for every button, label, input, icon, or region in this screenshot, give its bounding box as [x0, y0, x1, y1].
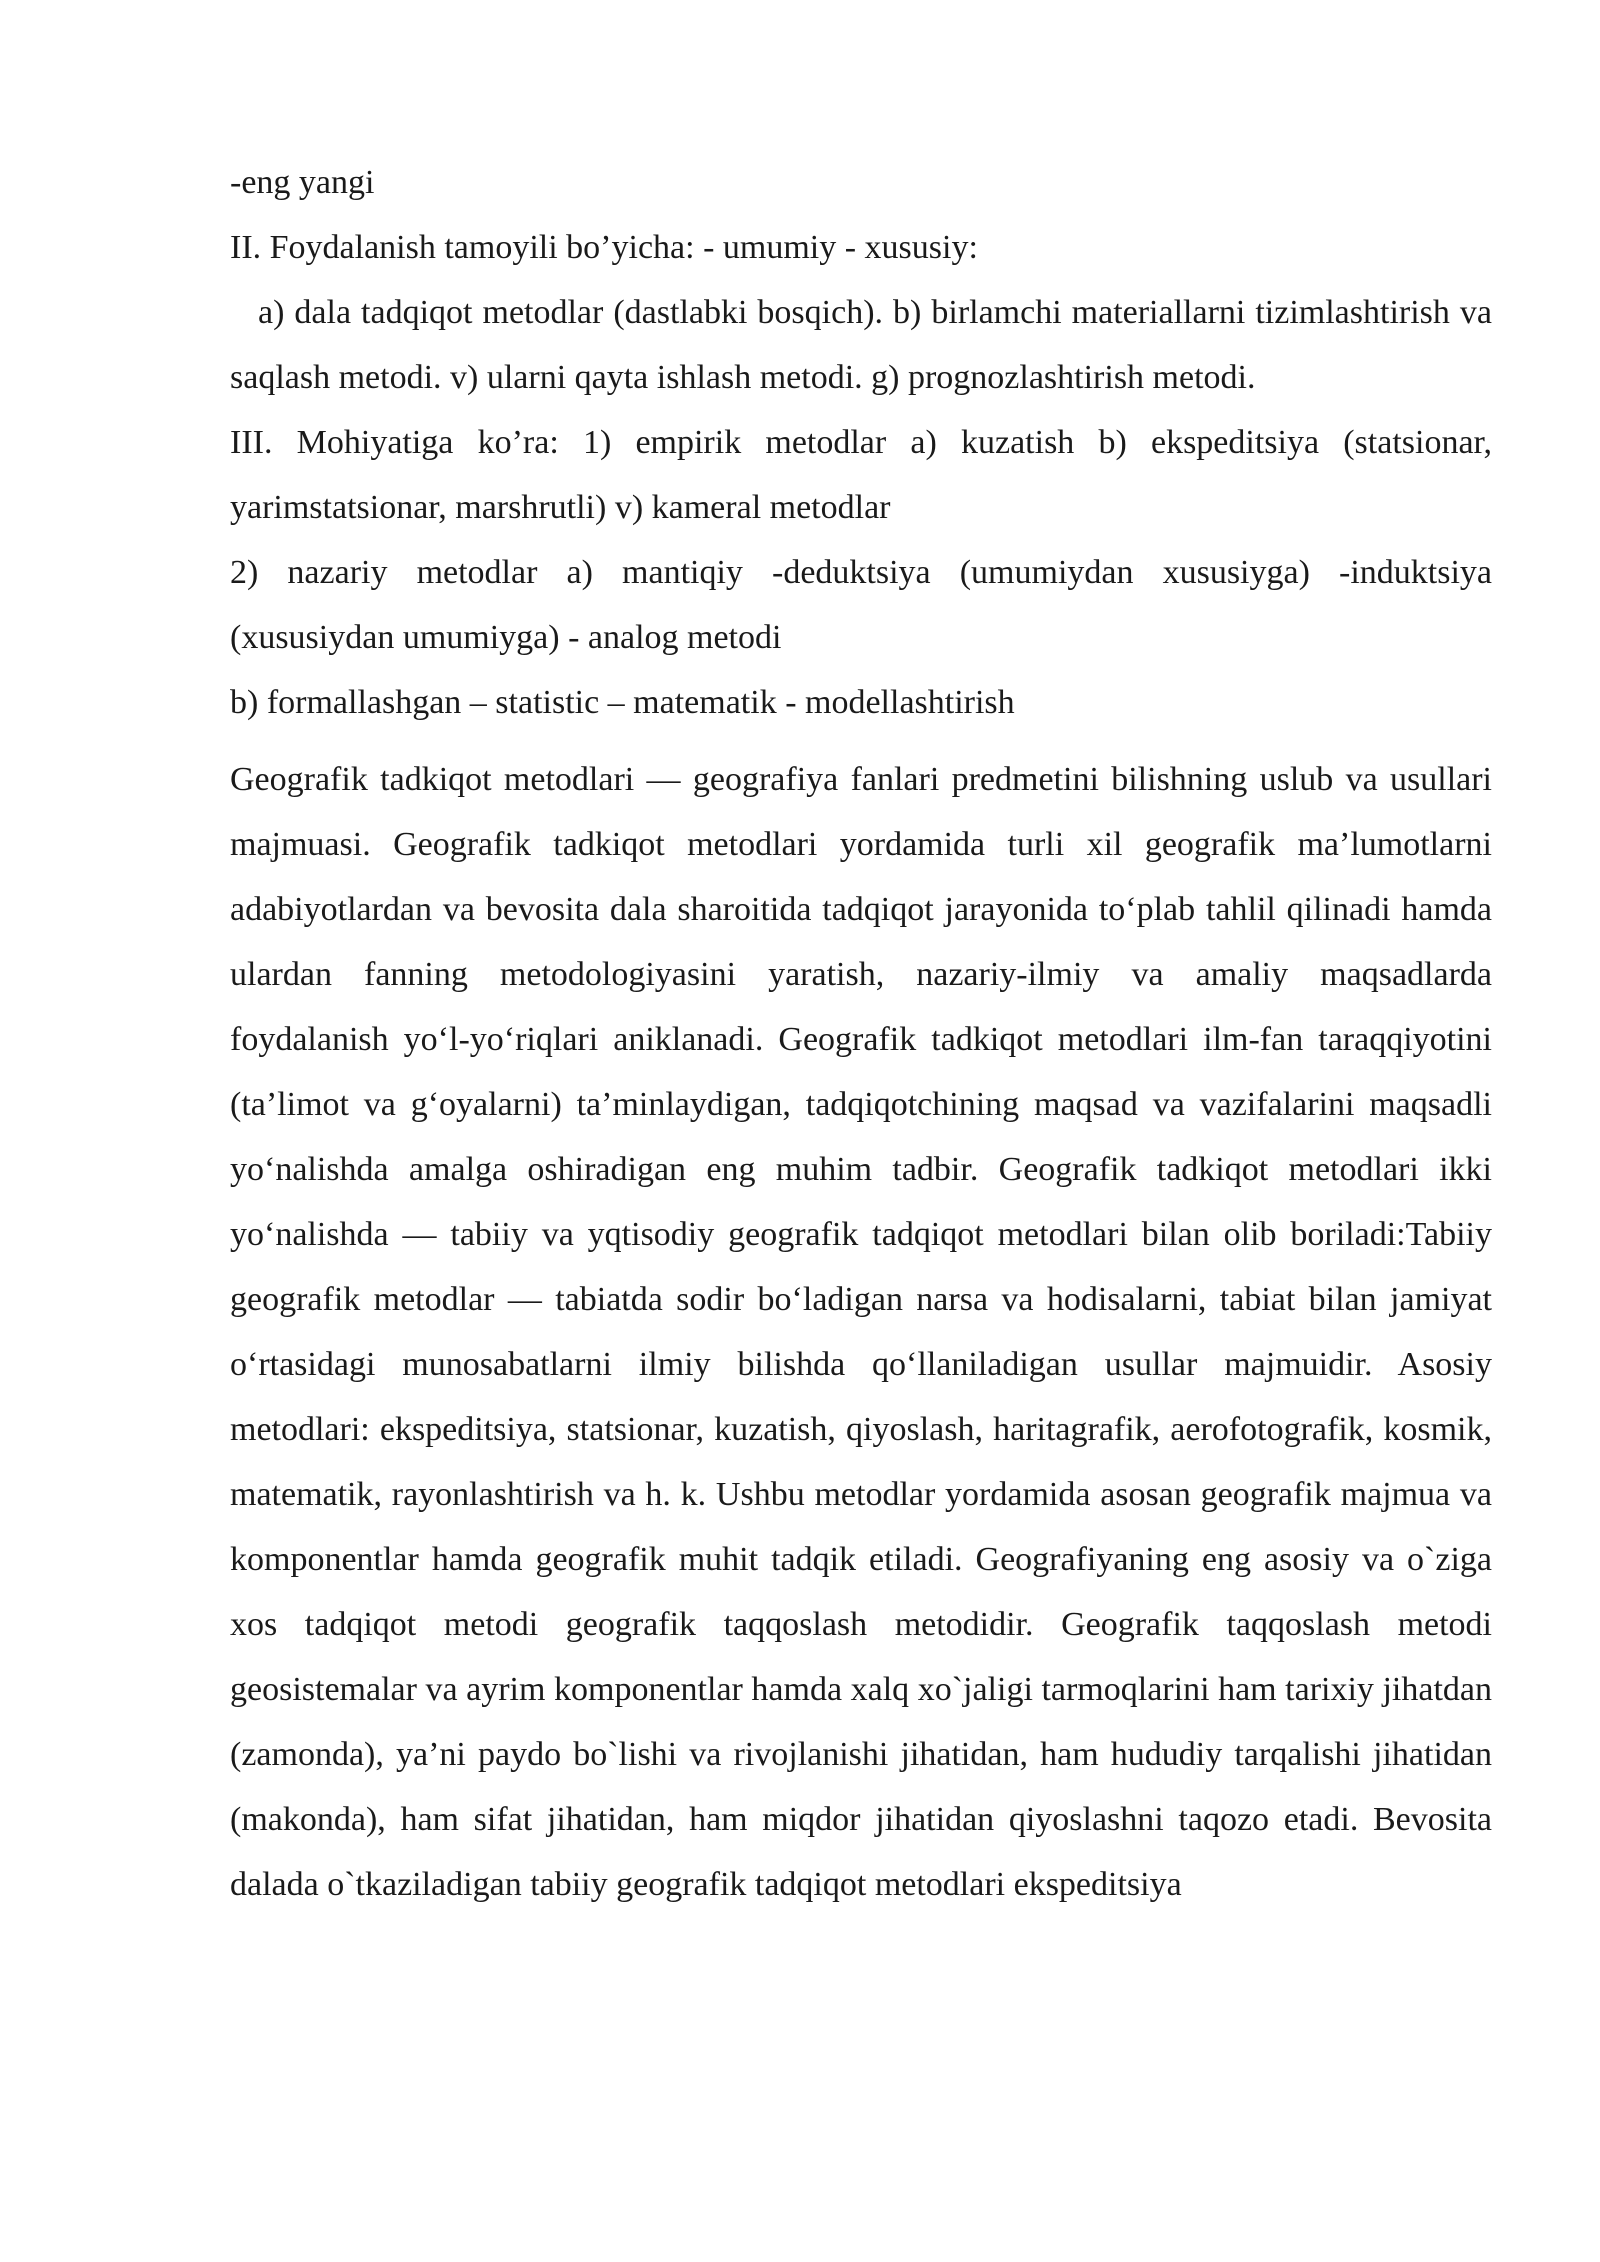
- classification-line-eng-yangi: -eng yangi: [230, 164, 375, 201]
- classification-section-3-empirical: III. Mohiyatiga ko’ra: 1) empirik metodlar a) kuzatish b) ekspeditsiya (statsionar, yarimstatsionar, marshrutli) v) kameral metodlar: [230, 424, 1492, 526]
- body-paragraph: Geografik tadkiqot metodlari — geografiya fanlari predmetini bilishning uslub va usullari majmuasi. Geografik tadkiqot metodlari yordamida turli xil geografik ma’lumotlarni adabiyotlardan va bevosita dala sharoitida tadqiqot jarayonida toʻplab tahlil qilinadi hamda ulardan fanning metodologiyasini yaratish, nazariy-ilmiy va amaliy maqsadlarda foydalanish yoʻl-yoʻriqlari aniklanadi. Geografik tadkiqot metodlari ilm-fan taraqqiyotini (ta’limot va gʻoyalarni) ta’minlaydigan, tadqiqotchining maqsad va vazifalarini maqsadli yoʻnalishda amalga oshiradigan eng muhim tadbir. Geografik tadkiqot metodlari ikki yoʻnalishda — tabiiy va yqtisodiy geografik tadqiqot metodlari bilan olib boriladi:Tabiiy geografik metodlar — tabiatda sodir boʻladigan narsa va hodisalarni, tabiat bilan jamiyat oʻrtasidagi munosabatlarni ilmiy bilishda qoʻllaniladigan usullar majmuidir. Asosiy metodlari: ekspeditsiya, statsionar, kuzatish, qiyoslash, haritagrafik, aerofotografik, kosmik, matematik, rayonlashtirish va h. k. Ushbu metodlar yordamida asosan geografik majmua va komponentlar hamda geografik muhit tadqik etiladi. Geografiyaning eng asosiy va o`ziga xos tadqiqot metodi geografik taqqoslash metodidir. Geografik taqqoslash metodi geosistemalar va ayrim komponentlar hamda xalq xo`jaligi tarmoqlarini ham tarixiy jihatdan (zamonda), ya’ni paydo bo`lishi va rivojlanishi jihatidan, ham hududiy tarqalishi jihatidan (makonda), ham sifat jihatidan, ham miqdor jihatidan qiyoslashni taqozo etadi. Bevosita dalada o`tkaziladigan tabiiy geografik tadqiqot metodlari ekspeditsiya: [230, 761, 1492, 1903]
- classification-section-2-heading: II. Foydalanish tamoyili bo’yicha: - umumiy - xususiy:: [230, 229, 978, 266]
- classification-section-2-items: a) dala tadqiqot metodlar (dastlabki bosqich). b) birlamchi materiallarni tizimlashtirish va saqlash metodi. v) ularni qayta ishlash metodi. g) prognozlashtirish metodi.: [230, 294, 1492, 396]
- classification-section-3-formal: b) formallashgan – statistic – matematik - modellashtirish: [230, 684, 1015, 721]
- document-page: [230, 150, 1492, 1917]
- classification-section-3-theoretical: 2) nazariy metodlar a) mantiqiy -deduktsiya (umumiydan xususiyga) -induktsiya (xususiydan umumiyga) - analog metodi: [230, 554, 1492, 656]
